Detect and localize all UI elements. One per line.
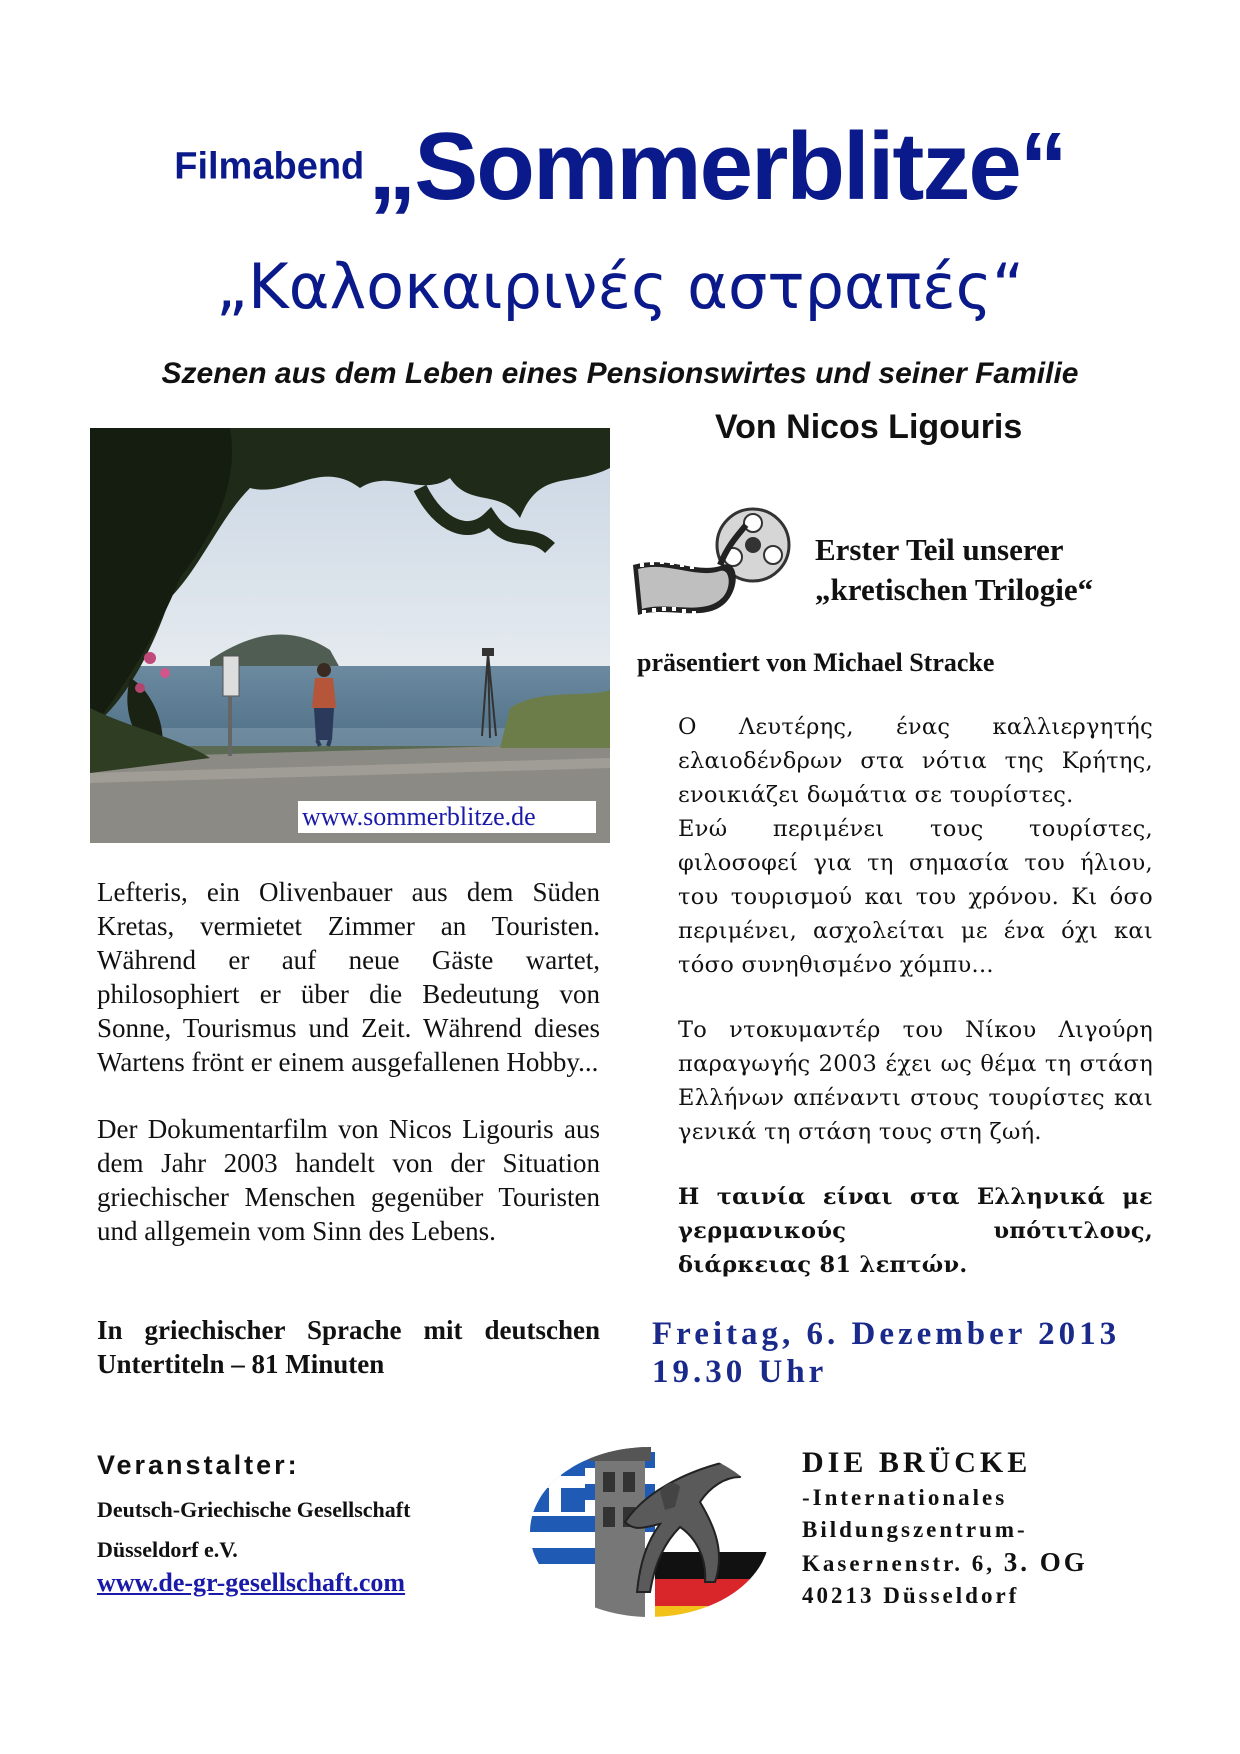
- venue-city: 40213 Düsseldorf: [802, 1583, 1020, 1608]
- website-link[interactable]: www.sommerblitze.de: [298, 801, 596, 833]
- event-date: Freitag, 6. Dezember 2013: [652, 1316, 1121, 1352]
- organizer-name-line-1: Deutsch-Griechische Gesellschaft: [97, 1497, 411, 1522]
- german-language-note: In griechischer Sprache mit deutschen Untertiteln – 81 Minuten: [97, 1315, 600, 1379]
- organizer-label: Veranstalter:: [97, 1450, 300, 1480]
- greek-film-title: „Καλοκαιρινές αστραπές“: [215, 250, 1025, 323]
- venue-name: DIE BRÜCKE: [802, 1446, 1032, 1479]
- german-description-1: Lefteris, ein Olivenbauer aus dem Süden Kretas, vermietet Zimmer an Touristen. Während er auf neue Gäste wartet, philosophiert er über die Bedeutung von Sonne, Tourismus und Zeit. Während dieses Wartens frönt er einem ausgefallenen Hobby...: [97, 877, 600, 1077]
- venue-street-line: [802, 1546, 1088, 1580]
- trilogy-note: [815, 530, 1093, 610]
- organizer-website-link[interactable]: www.de-gr-gesellschaft.com: [97, 1568, 406, 1597]
- greek-description-2: Το ντοκυμαντέρ του Νίκου Λιγούρη παραγωγής 2003 έχει ως θέμα τη στάση Ελλήνων απέναντι στους τουρίστες και γενικά τη στάση τους στη ζωή.: [678, 1017, 1153, 1145]
- film-reel-icon: [628, 505, 808, 635]
- event-datetime: [652, 1315, 1120, 1391]
- venue-logo: [525, 1432, 775, 1632]
- venue-street: Kasernenstr. 6,: [802, 1551, 996, 1576]
- trilogy-line-1: Erster Teil unserer: [815, 532, 1064, 567]
- film-title: „Sommerblitze“: [368, 113, 1066, 220]
- greek-description-1a: Ο Λευτέρης, ένας καλλιεργητής ελαιοδένδρων στα νότια της Κρήτης, ενοικιάζει δωμάτια σε τουρίστες.: [678, 714, 1153, 808]
- venue-line-1: -Internationales: [802, 1485, 1008, 1510]
- greek-language-note: Η ταινία είναι στα Ελληνικά με γερμανικούς υπότιτλους, διάρκειας 81 λεπτών.: [678, 1184, 1153, 1278]
- greek-description-1b: Ενώ περιμένει τους τουρίστες, φιλοσοφεί για τη σημασία του ήλιου, του τουρισμού και του χρόνου. Κι όσο περιμένει, ασχολείται με ένα όχι και τόσο συνηθισμένο χόμπυ...: [678, 816, 1153, 978]
- organizer-name: [97, 1490, 410, 1570]
- title-line: [0, 112, 1240, 222]
- german-description-2: Der Dokumentarfilm von Nicos Ligouris aus dem Jahr 2003 handelt von der Situation griechischer Menschen gegenüber Touristen und allgemein vom Sinn des Lebens.: [97, 1114, 600, 1246]
- greek-description-1: [678, 710, 1153, 982]
- venue-line-2: Bildungszentrum-: [802, 1517, 1028, 1542]
- presenter: präsentiert von Michael Stracke: [637, 648, 995, 677]
- film-subtitle: Szenen aus dem Leben eines Pensionswirtes und seiner Familie: [161, 357, 1079, 390]
- event-time: 19.30 Uhr: [652, 1354, 828, 1390]
- organizer-name-line-2: Düsseldorf e.V.: [97, 1537, 238, 1562]
- film-still-photo: [90, 428, 610, 843]
- venue-address: [802, 1482, 1088, 1612]
- film-author: Von Nicos Ligouris: [715, 408, 1023, 446]
- venue-floor: 3. OG: [1003, 1547, 1088, 1577]
- title-prefix: Filmabend: [174, 145, 365, 188]
- trilogy-line-2: „kretischen Trilogie“: [815, 572, 1094, 607]
